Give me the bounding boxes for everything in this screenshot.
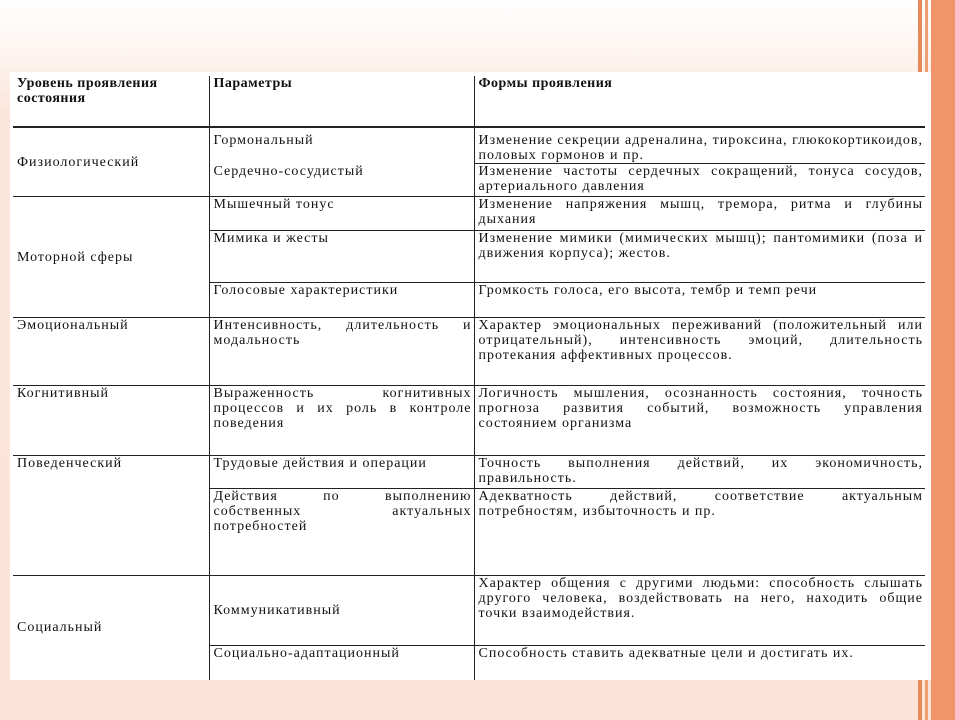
form-cell: Громкость голоса, его высота, тембр и темп речи	[474, 283, 925, 318]
param-cell: Коммуникативный	[209, 576, 474, 646]
param-cell: Сердечно-сосудистый	[209, 164, 474, 197]
table-row	[13, 386, 925, 456]
form-cell: Характер эмоциональных переживаний (положительный или отрицательный), интенсивность эмоций, длительность протекания аффективных процессов.	[474, 318, 925, 386]
table-row	[13, 127, 925, 164]
level-cell: Эмоциональный	[13, 318, 209, 386]
table-row	[13, 456, 925, 489]
level-cell: Социальный	[13, 576, 209, 680]
table-row	[13, 197, 925, 231]
table-header-row	[13, 76, 925, 127]
param-cell: Выраженность когнитивных процессов и их роль в контроле поведения	[209, 386, 474, 456]
param-cell: Действия по выполнению собственных актуальных потребностей	[209, 489, 474, 576]
param-cell: Голосовые характеристики	[209, 283, 474, 318]
document-table-image	[10, 72, 931, 680]
header-level: Уровень проявления состояния	[13, 76, 209, 127]
decorative-stripe	[931, 0, 955, 720]
level-cell: Поведенческий	[13, 456, 209, 576]
table-row	[13, 318, 925, 386]
form-cell: Изменение секреции адреналина, тироксина, глюкокортикоидов, половых гормонов и пр.	[474, 127, 925, 164]
level-cell: Когнитивный	[13, 386, 209, 456]
form-cell: Логичность мышления, осознанность состояния, точность прогноза развития событий, возможность управления состоянием организма	[474, 386, 925, 456]
param-cell: Социально-адаптационный	[209, 646, 474, 680]
form-cell: Изменение частоты сердечных сокращений, тонуса сосудов, артериального давления	[474, 164, 925, 197]
form-cell: Способность ставить адекватные цели и достигать их.	[478, 646, 854, 661]
level-cell: Физиологический	[13, 127, 209, 197]
param-cell: Гормональный	[209, 127, 474, 164]
table-row	[13, 576, 925, 646]
form-cell: Изменение напряжения мышц, тремора, ритма и глубины дыхания	[474, 197, 925, 231]
form-cell: Адекватность действий, соответствие актуальным потребностям, избыточность и пр.	[474, 489, 925, 576]
param-cell: Мышечный тонус	[209, 197, 474, 231]
param-cell: Трудовые действия и операции	[209, 456, 474, 489]
form-cell: Точность выполнения действий, их экономичность, правильность.	[474, 456, 925, 489]
header-forms: Формы проявления	[474, 76, 925, 127]
param-cell: Интенсивность, длительность и модальность	[209, 318, 474, 386]
form-cell: Характер общения с другими людьми: способность слышать другого человека, воздействовать на него, находить общие точки взаимодействия.	[474, 576, 925, 646]
level-cell: Моторной сферы	[13, 197, 209, 318]
param-cell: Мимика и жесты	[209, 231, 474, 283]
states-table	[13, 76, 925, 680]
form-cell: Изменение мимики (мимических мышц); пантомимики (поза и движения корпуса); жестов.	[474, 231, 925, 283]
header-params: Параметры	[209, 76, 474, 127]
